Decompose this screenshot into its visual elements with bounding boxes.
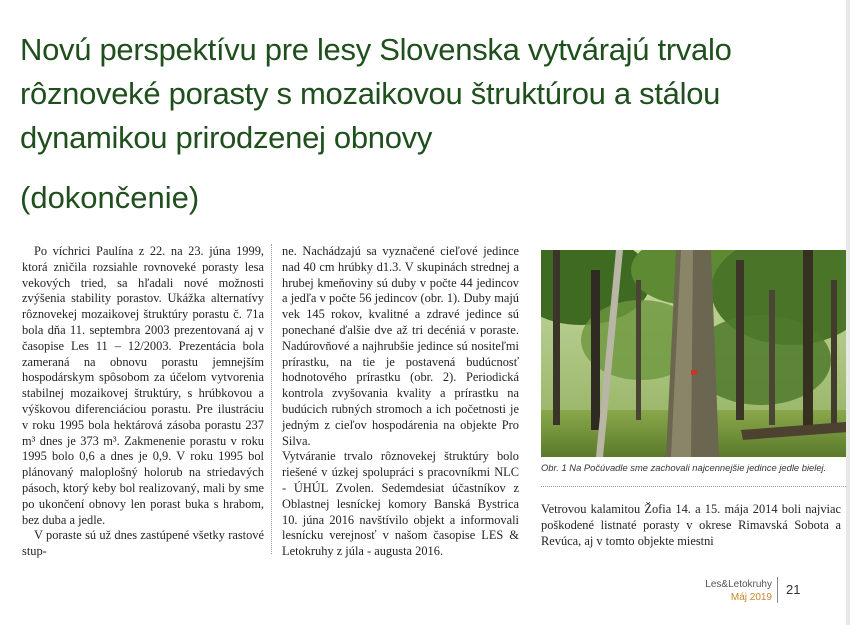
page-number: 21 — [786, 582, 801, 597]
article-subtitle: (dokončenie) — [20, 180, 200, 215]
text-column-3 — [541, 502, 841, 549]
footer-divider — [777, 577, 778, 603]
forest-photo — [541, 250, 848, 457]
paragraph: Vetrovou kalamitou Žofia 14. a 15. mája 2014 boli najviac poškodené listnaté porasty v okrese Rimavská Sobota a Revúca, aj v tomto objekte miestni — [541, 502, 841, 548]
page-edge — [846, 0, 850, 625]
paragraph: V poraste sú už dnes zastúpené všetky rastové stup- — [22, 528, 264, 559]
column-divider — [271, 244, 272, 554]
figure-caption: Obr. 1 Na Počúvadle sme zachovali najcennejšie jedince jedle bielej. — [541, 462, 827, 473]
paragraph: ne. Nachádzajú sa vyznačené cieľové jedince nad 40 cm hrúbky d1.3. V skupinách strednej a hrubej kmeňoviny sú duby v počte 44 jedincov a jedľa v počte 56 jedincov (obr. 1). Duby majú vek 145 rokov, kvalitné a zdravé jedince sú ponechané ďalšie dve až tri decéniá v poraste. Nadúrovňové a najhrubšie jedince sú nositeľmi prírastku, na tie je postavená budúcnosť hodnotového prírastku (obr. 2). Periodická kontrola zvyšovania kvality a prírastku na budúcich rubných stromoch a ich početnosti je jedným z cieľov hospodárenia na objekte Pro Silva. — [282, 244, 519, 448]
article-title: Novú perspektívu pre lesy Slovenska vytvárajú trvalo rôznoveké porasty s mozaikovou štruktúrou a stálou dynamikou prirodzenej obnovy — [20, 32, 732, 155]
caption-divider — [541, 486, 848, 487]
magazine-name: Les&Letokruhy — [705, 579, 772, 590]
paragraph: Vytváranie trvalo rôznovekej štruktúry bolo riešené v úzkej spolupráci s pracovníkmi NLC - ÚHÚL Zvolen. Sedemdesiat účastníkov z Oblastnej lesníckej komory Banská Bystrica 10. júna 2016 navštívilo objekt a informovali lesnícku verejnosť v našom časopise LES & Letokruhy z júla - augusta 2016. — [282, 449, 519, 559]
text-column-1 — [22, 244, 264, 560]
issue-date: Máj 2019 — [730, 592, 772, 603]
footer-brand — [705, 578, 772, 604]
text-column-2 — [282, 244, 519, 560]
paragraph: Po víchrici Paulína z 22. na 23. júna 1999, ktorá zničila rozsiahle rovnoveké porasty lesa vekových tried, sa hľadali nové možnosti zvýšenia stability porastov. Ukážka alternatívy rôznovekej mozaikovej štruktúry porastu č. 71a bola dňa 11. septembra 2003 prezentovaná aj v časopise Les 11 – 12/2003. Prezentácia bola zameraná na obnovu porastu jemnejším hospodárskym spôsobom za účelom vytvorenia stabilnej mozaikovej štruktúry, s hrúbkovou a výškovou diferenciáciou porastu. Pre ilustráciu v roku 1995 bola hektárová zásoba porastu 237 m³ dnes je 373 m³. Zakmenenie porastu v roku 1995 bolo 0,6 a dnes je 0,9. V roku 1995 bol plánovaný maloplošný holorub na striedavých pásoch, ktorý keby bol realizovaný, mali by sme po ukončení obnovy len porast buka s hrabom, bez duba a jedle. — [22, 244, 264, 527]
